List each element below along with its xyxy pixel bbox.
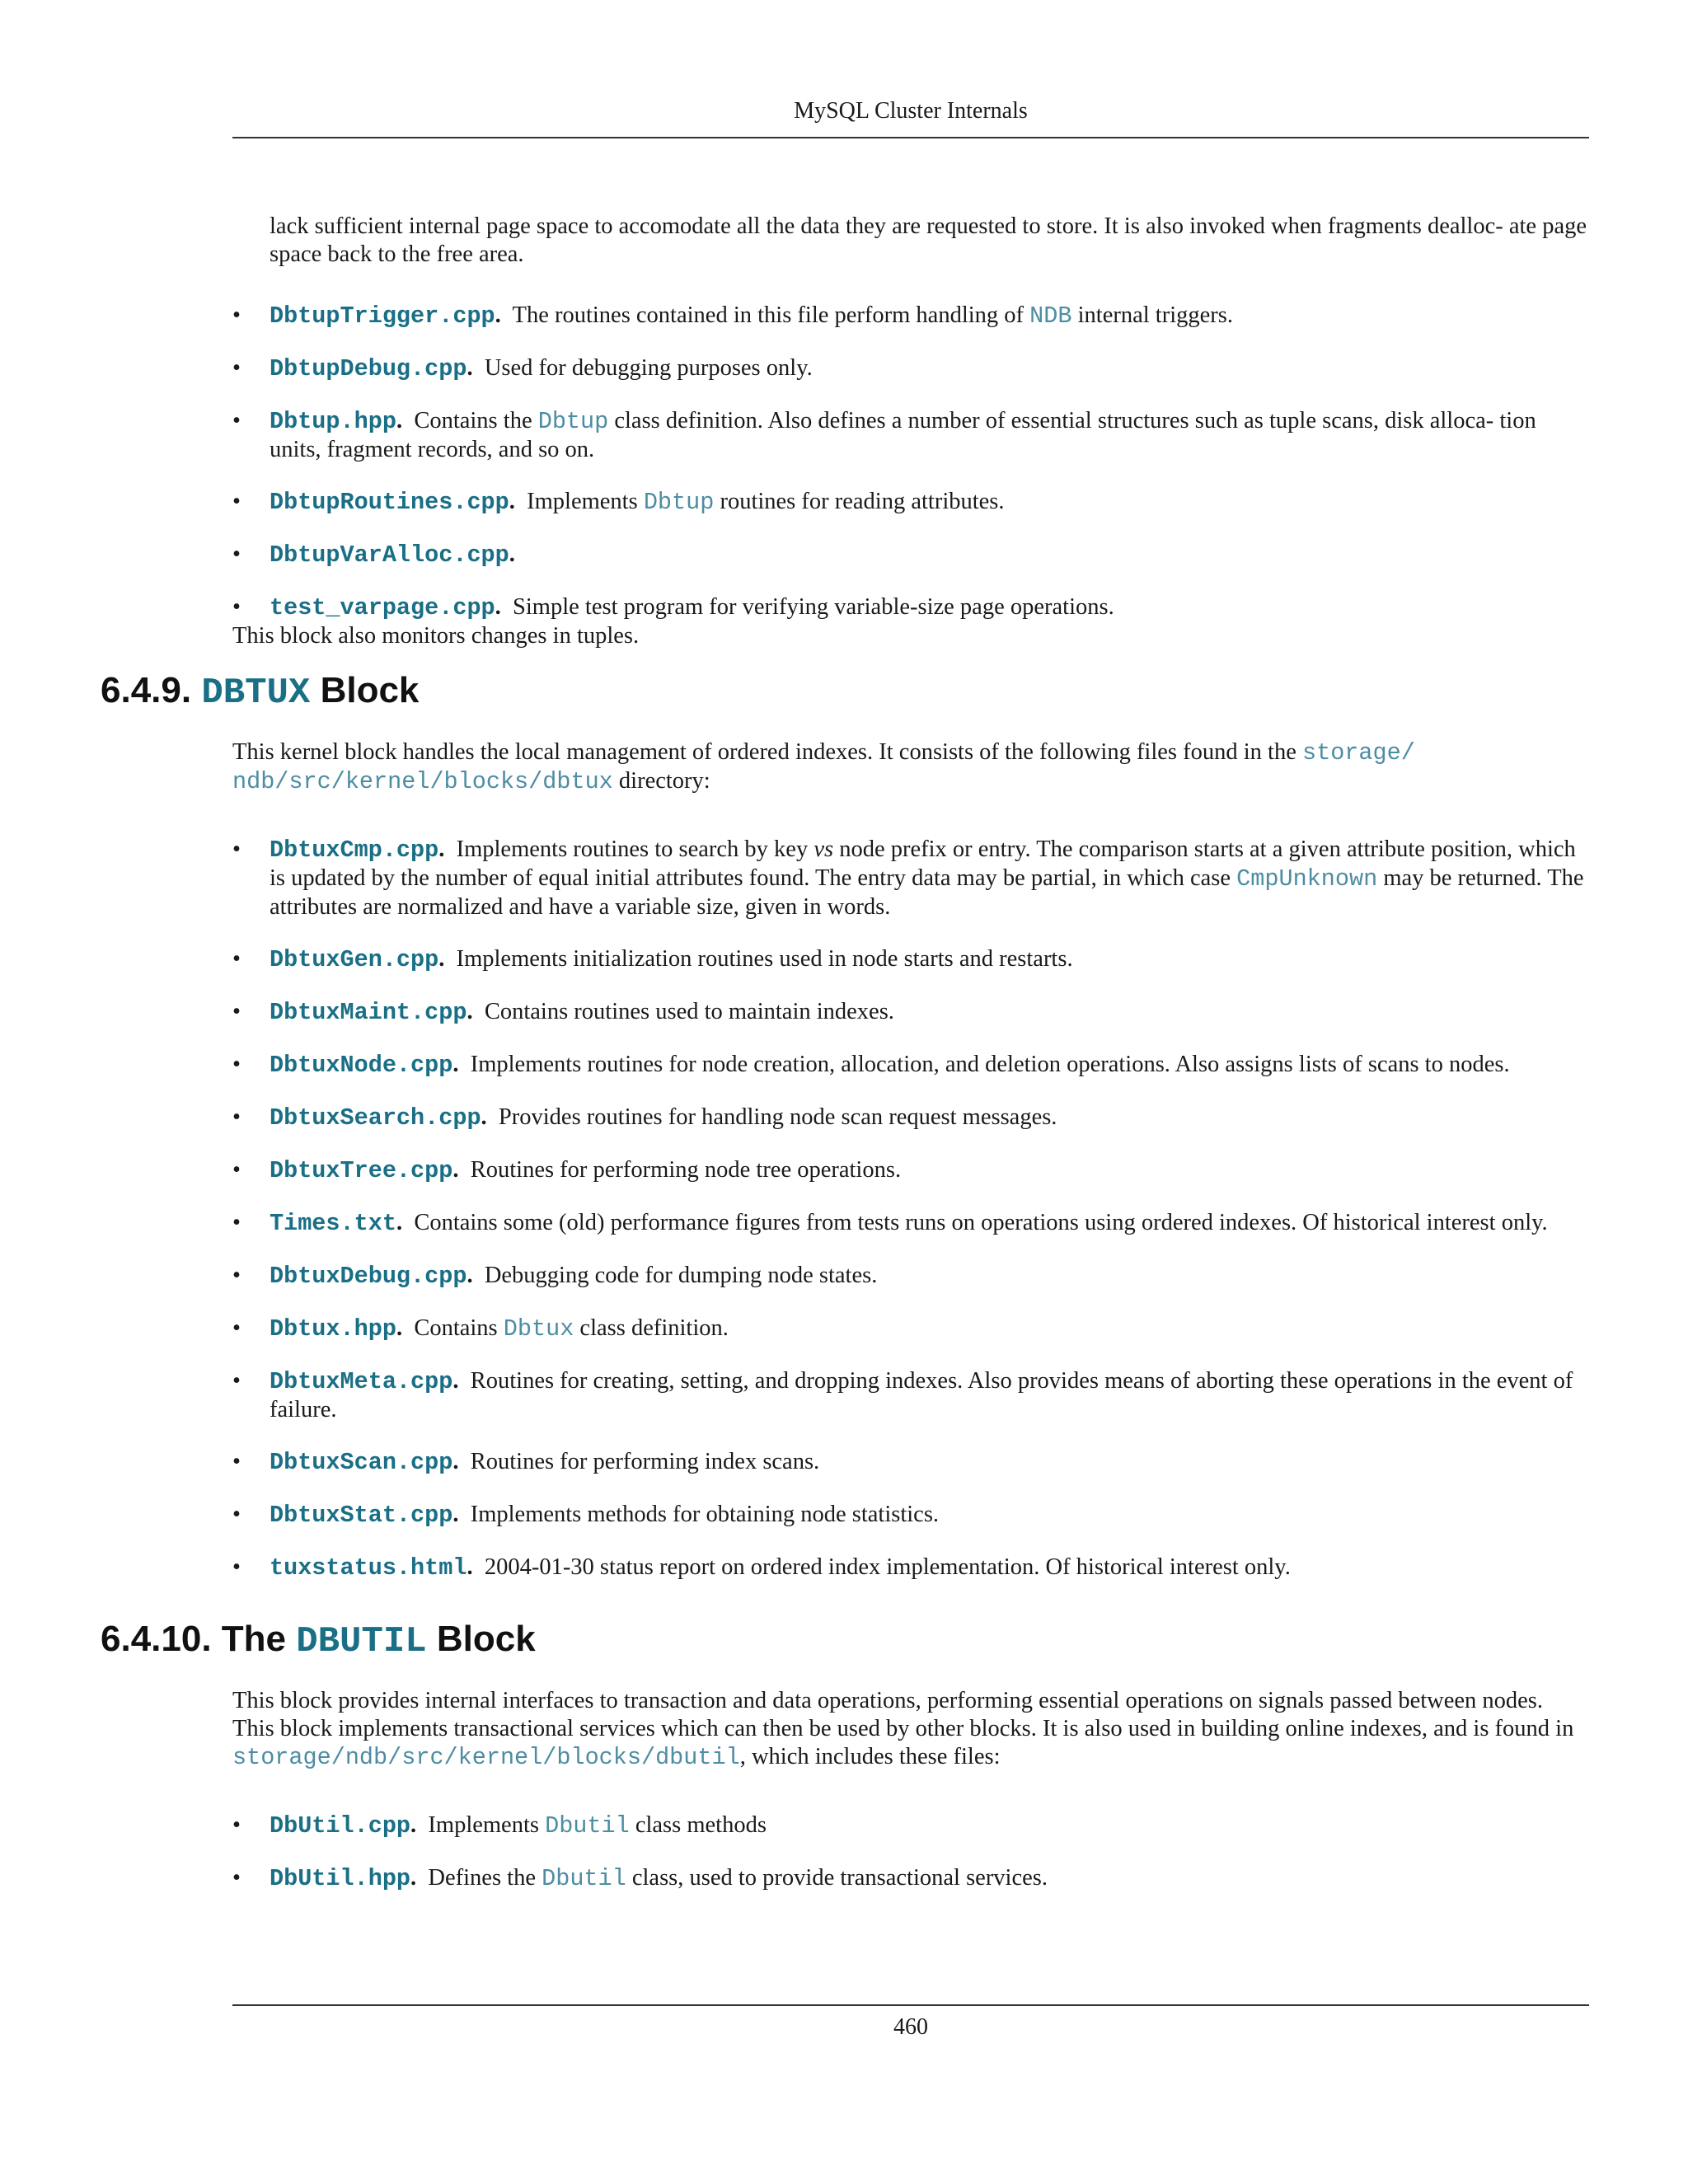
bullet-icon: •	[232, 1502, 241, 1527]
list-item: • DbtuxTree.cpp. Routines for performing node tree operations.	[232, 1157, 902, 1184]
list-item: • DbtupTrigger.cpp. The routines contained in this file perform handling of NDB internal triggers.	[232, 302, 1233, 330]
list-item: • DbtuxSearch.cpp. Provides routines for handling node scan request messages.	[232, 1104, 1057, 1132]
code-dbtup: Dbtup	[537, 408, 609, 435]
bullet-icon: •	[232, 999, 241, 1024]
file-term: DbtuxCmp.cpp	[270, 837, 439, 864]
bullet-icon: •	[232, 1368, 241, 1394]
file-term: Dbtux.hpp	[270, 1315, 396, 1343]
path-link: storage/ndb/src/kernel/blocks/dbutil	[232, 1744, 740, 1771]
bullet-icon: •	[232, 1263, 241, 1288]
list-item: • DbtuxNode.cpp. Implements routines for node creation, allocation, and deletion operations. Also assigns lists of scans to nodes.	[232, 1052, 1510, 1079]
dbtux-intro: This kernel block handles the local management of ordered indexes. It consists of the following files found in the storage/ ndb/src/kernel/blocks/dbtux directory:	[232, 739, 1415, 795]
footer-rule	[232, 2004, 1589, 2006]
file-term: DbtupDebug.cpp	[270, 355, 467, 382]
section-heading-dbutil: 6.4.10. The DBUTIL Block	[101, 1619, 536, 1662]
running-header: MySQL Cluster Internals	[794, 98, 1028, 124]
bullet-icon: •	[232, 1157, 241, 1183]
file-term: DbtuxGen.cpp	[270, 946, 439, 973]
dbutil-intro: This block provides internal interfaces to transaction and data operations, performing essential operations on signals passed between nodes. This block implements transactional services which can then be used by other blocks. It is also used in building online indexes, and is found in storage/ndb/src/kernel/blocks/dbutil, which includes these files:	[232, 1688, 1574, 1771]
list-item: • DbtuxMeta.cpp. Routines for creating, setting, and dropping indexes. Also provides means of aborting these operations in the event of failure.	[232, 1368, 1573, 1422]
section-heading-dbtux: 6.4.9. DBTUX Block	[101, 670, 420, 714]
header-rule	[232, 137, 1589, 138]
bullet-icon: •	[232, 1554, 241, 1580]
file-term: DbUtil.cpp	[270, 1812, 411, 1840]
file-term: DbtuxStat.cpp	[270, 1502, 453, 1529]
list-item: • tuxstatus.html. 2004-01-30 status report on ordered index implementation. Of historical interest only.	[232, 1554, 1291, 1582]
bullet-icon: •	[232, 1865, 241, 1891]
page-content	[101, 213, 1589, 1926]
file-term: DbtuxDebug.cpp	[270, 1263, 467, 1290]
page-number: 460	[893, 2014, 928, 2040]
list-item: • DbtuxMaint.cpp. Contains routines used to maintain indexes.	[232, 999, 894, 1026]
list-item: • DbUtil.cpp. Implements Dbutil class methods	[232, 1812, 767, 1840]
code-dbtup: Dbtup	[643, 489, 715, 516]
code-cmpunknown: CmpUnknown	[1236, 865, 1378, 893]
list-item: • Dbtux.hpp. Contains Dbtux class definition.	[232, 1315, 729, 1343]
bullet-icon: •	[232, 1315, 241, 1341]
bullet-icon: •	[232, 1052, 241, 1077]
list-item: • Dbtup.hpp. Contains the Dbtup class definition. Also defines a number of essential structures such as tuple scans, disk alloca- tion units, fragment records, and so on.	[232, 408, 1536, 462]
file-term: DbtuxTree.cpp	[270, 1157, 453, 1184]
file-term: DbtuxNode.cpp	[270, 1052, 453, 1079]
dbtux-file-list	[232, 836, 1589, 1582]
file-term: DbtuxMeta.cpp	[270, 1368, 453, 1395]
dbutil-file-list	[232, 1811, 1589, 1893]
bullet-icon: •	[232, 1104, 241, 1130]
file-term: DbtuxMaint.cpp	[270, 999, 467, 1026]
bullet-icon: •	[232, 541, 241, 567]
code-ndb: NDB	[1029, 302, 1072, 330]
list-item: • test_varpage.cpp. Simple test program for verifying variable-size page operations.	[232, 594, 1114, 621]
code-dbutil: Dbutil	[545, 1812, 630, 1840]
file-term: DbUtil.hpp	[270, 1865, 411, 1892]
file-term: test_varpage.cpp	[270, 594, 495, 621]
list-item: • DbtuxGen.cpp. Implements initialization routines used in node starts and restarts.	[232, 946, 1073, 973]
bullet-icon: •	[232, 837, 241, 862]
code-dbutil: Dbutil	[542, 1865, 626, 1892]
file-term: DbtuxScan.cpp	[270, 1449, 453, 1476]
list-item: • DbUtil.hpp. Defines the Dbutil class, used to provide transactional services.	[232, 1865, 1048, 1892]
bullet-icon: •	[232, 355, 241, 381]
bullet-icon: •	[232, 594, 241, 620]
bullet-icon: •	[232, 1812, 241, 1838]
code-dbtux: Dbtux	[503, 1315, 574, 1343]
bullet-icon: •	[232, 946, 241, 972]
file-term: DbtupRoutines.cpp	[270, 489, 509, 516]
bullet-icon: •	[232, 1210, 241, 1235]
list-item: • DbtupVarAlloc.cpp.	[232, 541, 515, 569]
file-term: DbtupTrigger.cpp	[270, 302, 495, 330]
continued-paragraph: lack sufficient internal page space to accomodate all the data they are requested to store. It is also invoked when fragments dealloc- ate page space back to the free area.	[270, 213, 1587, 267]
list-item: • DbtuxScan.cpp. Routines for performing index scans.	[232, 1449, 820, 1476]
bullet-icon: •	[232, 489, 241, 514]
list-item: • DbtupDebug.cpp. Used for debugging purposes only.	[232, 355, 813, 382]
list-item: • DbtuxDebug.cpp. Debugging code for dumping node states.	[232, 1263, 878, 1290]
list-item: • DbtupRoutines.cpp. Implements Dbtup routines for reading attributes.	[232, 489, 1005, 516]
dbtup-file-list	[232, 302, 1589, 622]
file-term: tuxstatus.html	[270, 1554, 467, 1582]
bullet-icon: •	[232, 302, 241, 328]
file-term: DbtuxSearch.cpp	[270, 1104, 481, 1132]
bullet-icon: •	[232, 1449, 241, 1474]
bullet-icon: •	[232, 408, 241, 434]
list-item: • DbtuxCmp.cpp. Implements routines to search by key vs node prefix or entry. The comparison starts at a given attribute position, which is updated by the number of equal initial attributes found. The entry data may be partial, in which case CmpUnknown may be returned. The attributes are normalized and have a variable size, given in words.	[232, 837, 1584, 920]
file-term: Times.txt	[270, 1210, 396, 1237]
path-link: storage/ ndb/src/kernel/blocks/dbtux	[232, 739, 1415, 795]
file-term: DbtupVarAlloc.cpp	[270, 541, 509, 569]
list-item: • DbtuxStat.cpp. Implements methods for obtaining node statistics.	[232, 1502, 940, 1529]
closing-paragraph: This block also monitors changes in tuples.	[232, 623, 640, 649]
file-term: Dbtup.hpp	[270, 408, 396, 435]
list-item: • Times.txt. Contains some (old) performance figures from tests runs on operations using ordered indexes. Of historical interest only.	[232, 1210, 1548, 1237]
